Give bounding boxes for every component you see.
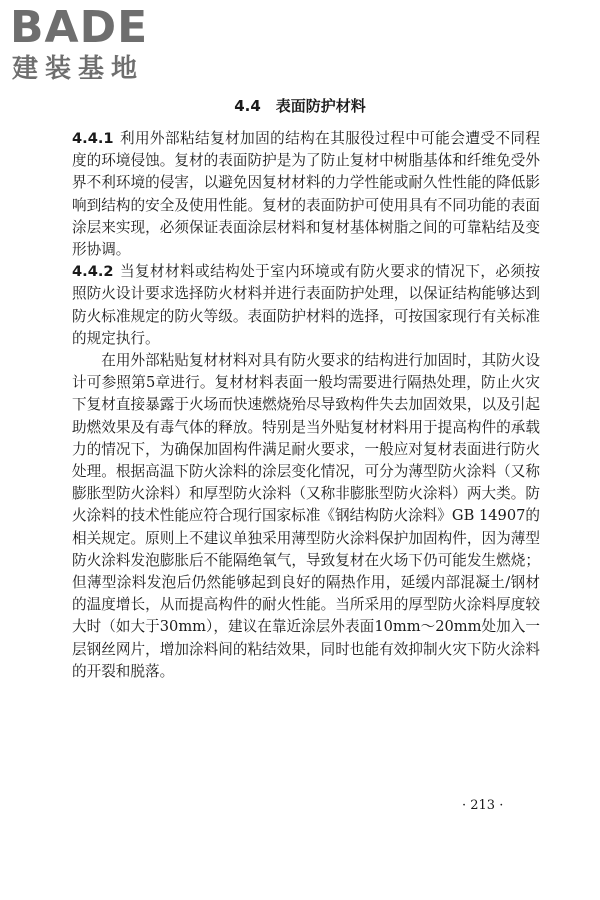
logo: [10, 2, 180, 86]
paragraph-4-4-1: [72, 128, 540, 261]
clause-number: 4.4.1: [72, 130, 114, 147]
logo-subtitle: 建装基地: [12, 54, 145, 84]
paragraph-text: 在用外部粘贴复材材料对具有防火要求的结构进行加固时，其防火设计可参照第5章进行。复材材料表面一般均需要进行隔热处理，防止火灾下复材直接暴露于火场而快速燃烧殆尽导致构件失去加固效果，以及引起助燃效果及有毒气体的释放。特别是当外贴复材材料用于提高构件的承载力的情况下，为确保加固构件满足耐火要求，一般应对复材表面进行防火处理。根据高温下防火涂料的涂层变化情况，可分为薄型防火涂料（又称膨胀型防火涂料）和厚型防火涂料（又称非膨胀型防火涂料）两大类。防火涂料的技术性能应符合现行国家标准《钢结构防火涂料》GB 14907的相关规定。原则上不建议单独采用薄型防火涂料保护加固构件，因为薄型防火涂料发泡膨胀后不能隔绝氧气，导致复材在火场下仍可能发生燃烧；但薄型涂料发泡后仍然能够起到良好的隔热作用，延缓内部混凝土/钢材的温度增长，从而提高构件的耐火性能。当所采用的厚型防火涂料厚度较大时（如大于30mm），建议在靠近涂层外表面10mm～20mm处加入一层钢丝网片，增加涂料间的粘结效果，同时也能有效抑制火灾下防火涂料的开裂和脱落。: [72, 352, 540, 680]
section-title: 4.4 表面防护材料: [234, 97, 366, 115]
paragraph-4-4-2: [72, 261, 540, 350]
body-text: [72, 128, 540, 683]
paragraph-text: 利用外部粘结复材加固的结构在其服役过程中可能会遭受不同程度的环境侵蚀。复材的表面防护是为了防止复材中树脂基体和纤维免受外界不利环境的侵害，以避免因复材材料的力学性能或耐久性性能的降低影响到结构的安全及使用性能。复材的表面防护可使用具有不同功能的表面涂层来实现，必须保证表面涂层材料和复材基体树脂之间的可靠粘结及变形协调。: [72, 130, 540, 259]
clause-number: 4.4.2: [72, 263, 114, 281]
paragraph-text: 当复材材料或结构处于室内环境或有防火要求的情况下，必须按照防火设计要求选择防火材料并进行表面防护处理，以保证结构能够达到防火标准规定的防火等级。表面防护材料的选择，可按国家现行有关标准的规定执行。: [72, 263, 540, 347]
paragraph-4-4-2-continued: [72, 350, 540, 683]
page-number: · 213 ·: [462, 798, 504, 813]
logo-mark: BADE: [10, 2, 149, 53]
